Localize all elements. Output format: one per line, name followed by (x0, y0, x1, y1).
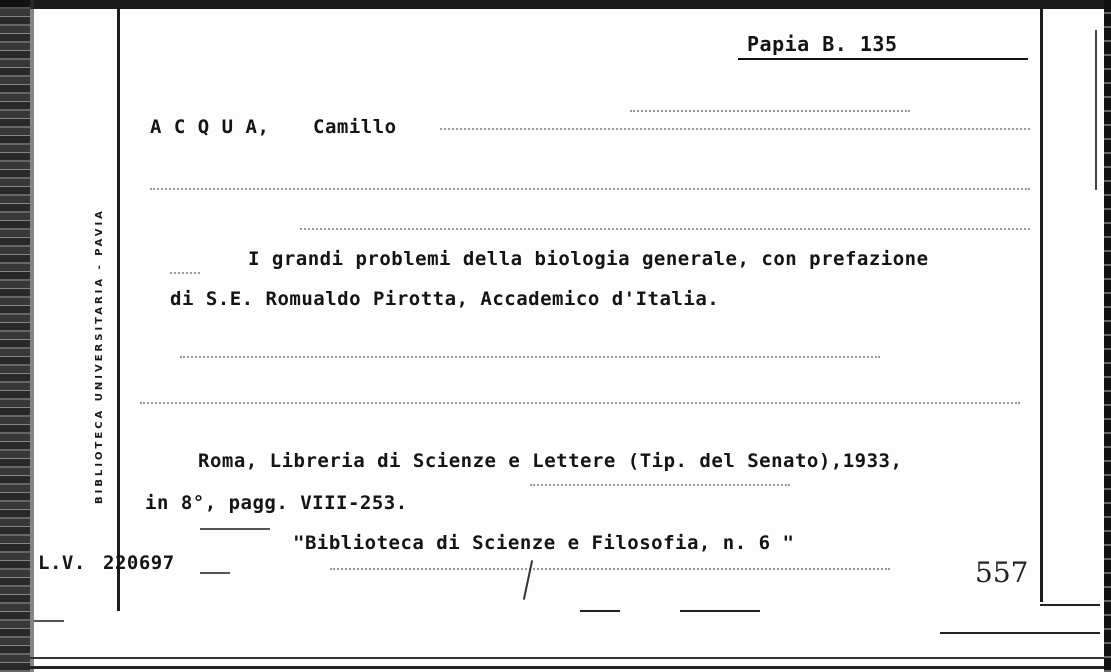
right-margin-rule (1040, 9, 1043, 602)
call-number-underline (738, 58, 1028, 60)
bottom-edge (30, 666, 1104, 669)
dotted-rule (170, 272, 200, 275)
corner-mark (34, 620, 64, 622)
right-edge-rule (1095, 30, 1097, 190)
inventory-label: L.V. (38, 552, 86, 574)
library-side-stamp: BIBLIOTECA UNIVERSITARIA - PAVIA (94, 208, 105, 504)
pencil-mark (523, 560, 533, 600)
left-margin-rule (117, 9, 120, 611)
author-given-name: Camillo (313, 116, 397, 138)
dotted-rule (440, 128, 1030, 131)
dotted-rule (330, 568, 890, 571)
short-rule (200, 528, 270, 530)
bottom-rule-fragment (940, 632, 1100, 634)
dotted-rule (300, 228, 1030, 231)
card-right-edge (1104, 0, 1111, 672)
dotted-rule (150, 188, 1030, 191)
bottom-rule-fragment (680, 610, 760, 612)
title-line-2: di S.E. Romualdo Pirotta, Accademico d'Italia. (170, 288, 720, 310)
card-left-shadow (30, 0, 34, 672)
dotted-rule (530, 484, 790, 487)
bottom-rule-fragment (580, 610, 620, 612)
imprint-line-2: in 8°, pagg. VIII-253. (145, 492, 408, 514)
card-top-edge (0, 0, 1111, 9)
title-line-1: I grandi problemi della biologia generale, con prefazione (248, 248, 929, 270)
series-statement: "Biblioteca di Scienze e Filosofia, n. 6 " (293, 532, 795, 554)
call-number: Papia B. 135 (747, 32, 898, 56)
bottom-rule (30, 657, 1104, 659)
bottom-rule-fragment (1040, 604, 1100, 606)
dotted-rule (630, 110, 910, 113)
short-rule (200, 572, 230, 574)
handwritten-number: 557 (975, 556, 1029, 589)
card-left-edge (0, 0, 30, 672)
imprint-line-1: Roma, Libreria di Scienze e Lettere (Tip. del Senato),1933, (198, 450, 903, 472)
inventory-number: 220697 (103, 552, 175, 574)
author-surname: A C Q U A, (150, 116, 270, 138)
dotted-rule (140, 402, 1020, 405)
dotted-rule (180, 356, 880, 359)
